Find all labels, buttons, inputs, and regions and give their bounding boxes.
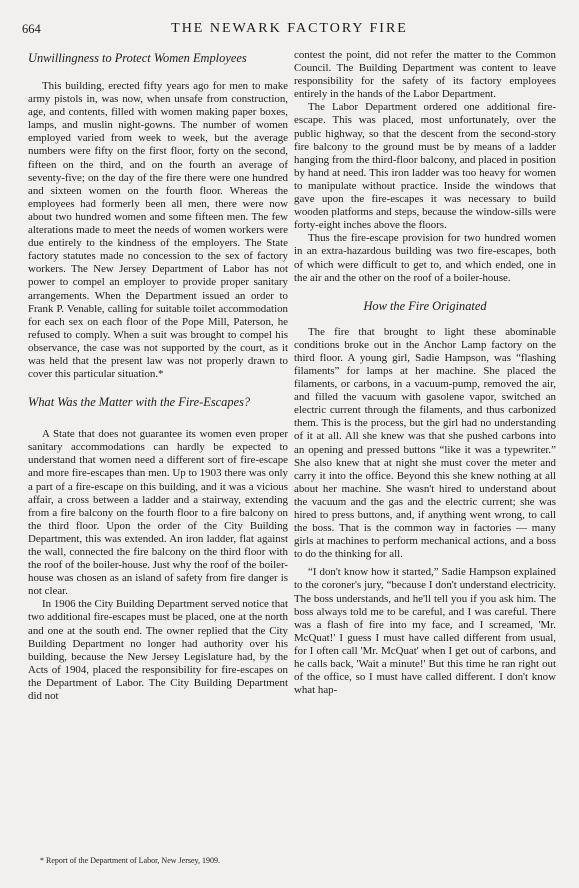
paragraph: The Labor Department ordered one additional fire-escape. This was placed, most unfortunately, over the public highway, so that the descent from the second-story fire balcony to the ground must be by means of a ladder hanging from the third-floor balcony, and placed in position by hand at need. This iron ladder was too heavy for women to manipulate without practice. Inside the windows that gave upon the fire-escapes it was necessary to build wooden platforms and steps, because the window-sills were forty-eight inches above the floors. xyxy=(294,101,556,232)
section-heading-fire-originated: How the Fire Originated xyxy=(363,298,487,313)
right-column xyxy=(294,49,556,697)
paragraph-continued: contest the point, did not refer the matter to the Common Council. The Building Department was content to leave responsibility for the safety of its factory employees entirely in the hands of the Labor Department. xyxy=(294,49,556,101)
paragraph: The fire that brought to light these abominable conditions broke out in the Anchor Lamp factory on the third floor. A young girl, Sadie Hampson, was “flashing filaments” for lamps at her machine. She placed the filaments, or carbons, in a vacuum-pump, removed the air, and filled the vacuum with gasolene vapor, switched an electric current through the filaments, and thus carbonized them. This is the process, but the girl had no understanding of it at all. All she knew was that she pushed carbons into an opening and pressed buttons “like it was a typewriter.” She also knew that at night she must cover the meter and carry it into the office. Beyond this she knew nothing at all about her machine. She wasn't hired to understand about the vacuum and the gas and the electric current; she was hired to press buttons, and, if anything went wrong, to call the boss. That is the common way in factories — many girls at machines to perform mechanical actions, and a boss to do the thinking for all. xyxy=(294,325,556,561)
running-title: THE NEWARK FACTORY FIRE xyxy=(171,21,408,36)
paragraph: This building, erected fifty years ago for men to make army pistols in, was now, when unsafe from construction, age, and contents, filled with women making paper boxes, lamps, and muslin night-gowns. The number of women employed varied from week to week, but the average numbers were fifty on the first floor, forty on the second, fifteen on the third, and on the fourth an average of seventy-five; on the day of the fire there were one hundred and sixteen women on the fourth floor. Whereas the employees had formerly been all men, there were now about two hundred women and some fifteen men. The few alterations made to meet the needs of women workers were due entirely to the kindness of the employers. The State factory statutes made no concession to the sex of factory workers. The New Jersey Department of Labor has not power to compel an employer to provide proper sanitary arrangements. When the Department issued an order to Frank P. Venable, calling for suitable toilet accommodation for each sex on each floor of the Pope Mill, Paterson, he refused to comply. When a suit was brought to compel his observance, the case was not supported by the court, as it was held that the present law was not properly drawn to cover this particular situation.* xyxy=(28,80,288,381)
paragraph: In 1906 the City Building Department served notice that two additional fire-escapes must be placed, one at the north and one at the south end. The owner replied that the City Building Department no longer had authority over his building, because the New Jersey Legislature had, by the Acts of 1904, placed the responsibility for fire-escapes on the Department of Labor. The City Building Department did not xyxy=(28,598,288,703)
left-column xyxy=(28,49,288,703)
page-number: 664 xyxy=(22,22,41,36)
paragraph: A State that does not guarantee its women even proper sanitary accommodations can hardly be expected to understand that women need a different sort of fire-escape and more fire-escapes than men. Up to 1903 there was only a part of a fire-escape on this building, and it was a vicious affair, a cross between a ladder and a stairway, extending from a fire balcony on the fourth floor to a fire balcony on the third floor. Upon the order of the City Building Department, this was extended. An iron ladder, flat against the wall, connected the fire balcony on the third floor with the roof of the boiler-house. Just why the roof of the boiler-house was chosen as an island of safety from fire danger is not clear. xyxy=(28,428,288,598)
paragraph: Thus the fire-escape provision for two hundred women in an extra-hazardous building was two fire-escapes, both of which were difficult to get to, and which ended, one in the air and the other on the roof of a boiler-house. xyxy=(294,232,556,284)
page-header xyxy=(22,20,557,40)
paragraph: “I don't know how it started,” Sadie Hampson explained to the coroner's jury, “because I don't understand electricity. The boss understands, and he'll tell you if you ask him. The boss always told me to be careful, and I was careful. There was a flash of fire into my face, and I screamed, 'Mr. McQuat!' I guess I must have called different from usual, for I often call 'Mr. McQuat' when I get out of carbons, and he calls back, 'Wait a minute!' But this time he ran right out of the office, so I must have called different. I don't know what hap- xyxy=(294,566,556,697)
section-heading-fire-escapes: What Was the Matter with the Fire-Escapes? xyxy=(28,395,251,410)
section-heading-unwillingness: Unwillingness to Protect Women Employees xyxy=(28,51,247,65)
footnote: * Report of the Department of Labor, New Jersey, 1909. xyxy=(40,856,220,865)
